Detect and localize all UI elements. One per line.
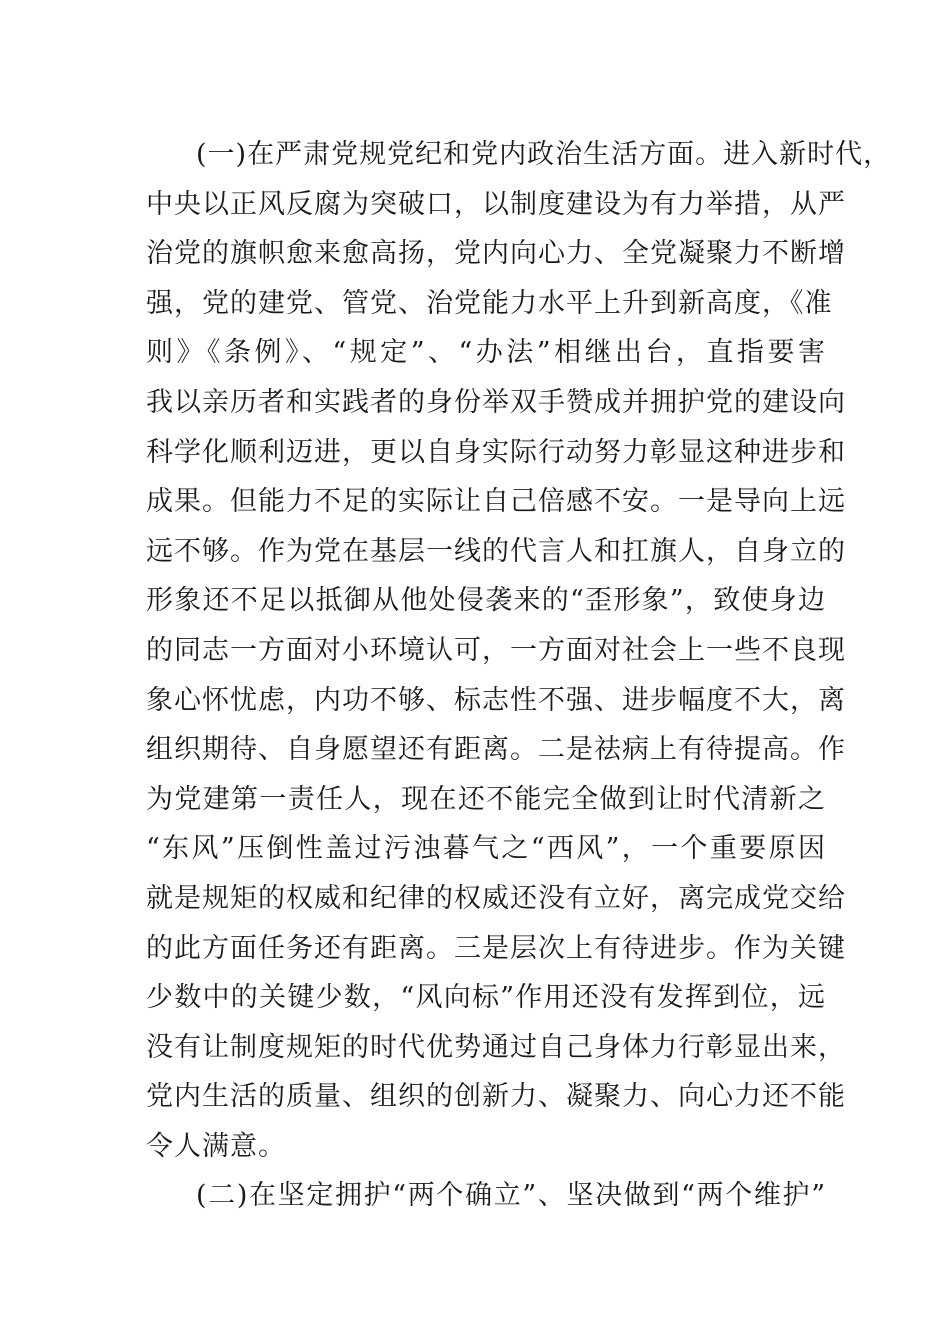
paragraph-1-line: 成果。但能力不足的实际让自己倍感不安。一是导向上远 [146, 486, 846, 518]
paragraph-2-line: (二)在坚定拥护“两个确立”、坚决做到“两个维护” [196, 1180, 826, 1212]
paragraph-1-line: 则》《条例》、“规定”、“办法”相继出台，直指要害 [146, 337, 826, 369]
paragraph-1-line: 治党的旗帜愈来愈高扬，党内向心力、全党凝聚力不断增 [146, 238, 846, 270]
paragraph-1-line: 组织期待、自身愿望还有距离。二是祛病上有待提高。作 [146, 734, 846, 766]
paragraph-1-line: 象心怀忧虑，内功不够、标志性不强、进步幅度不大，离 [146, 684, 846, 716]
paragraph-1-line: 形象还不足以抵御从他处侵袭来的“歪形象”，致使身边 [146, 585, 826, 617]
paragraph-1-line: 的此方面任务还有距离。三是层次上有待进步。作为关键 [146, 932, 846, 964]
paragraph-1-line: 科学化顺利迈进，更以自身实际行动努力彰显这种进步和 [146, 436, 846, 468]
paragraph-1-line: “东风”压倒性盖过污浊暮气之“西风”，一个重要原因 [146, 833, 826, 865]
paragraph-1-line: (一)在严肃党规党纪和党内政治生活方面。进入新时代， [196, 139, 892, 170]
paragraph-1-line: 为党建第一责任人，现在还不能完全做到让时代清新之 [146, 783, 826, 815]
paragraph-1-line: 的同志一方面对小环境认可，一方面对社会上一些不良现 [146, 634, 846, 666]
paragraph-1-line: 没有让制度规矩的时代优势通过自己身体力行彰显出来， [146, 1031, 846, 1063]
paragraph-1-line: 远不够。作为党在基层一线的代言人和扛旗人，自身立的 [146, 535, 846, 567]
paragraph-1-line: 就是规矩的权威和纪律的权威还没有立好，离完成党交给 [146, 882, 846, 914]
paragraph-1-line: 少数中的关键少数，“风向标”作用还没有发挥到位，远 [146, 982, 826, 1014]
paragraph-1-line: 中央以正风反腐为突破口，以制度建设为有力举措，从严 [146, 188, 846, 220]
paragraph-1-line: 强，党的建党、管党、治党能力水平上升到新高度，《准 [146, 287, 833, 319]
document-body [146, 130, 892, 1221]
paragraph-1-line: 党内生活的质量、组织的创新力、凝聚力、向心力还不能 [146, 1081, 846, 1113]
paragraph-1-line: 我以亲历者和实践者的身份举双手赞成并拥护党的建设向 [146, 386, 846, 418]
paragraph-1-line: 令人满意。 [146, 1130, 286, 1162]
